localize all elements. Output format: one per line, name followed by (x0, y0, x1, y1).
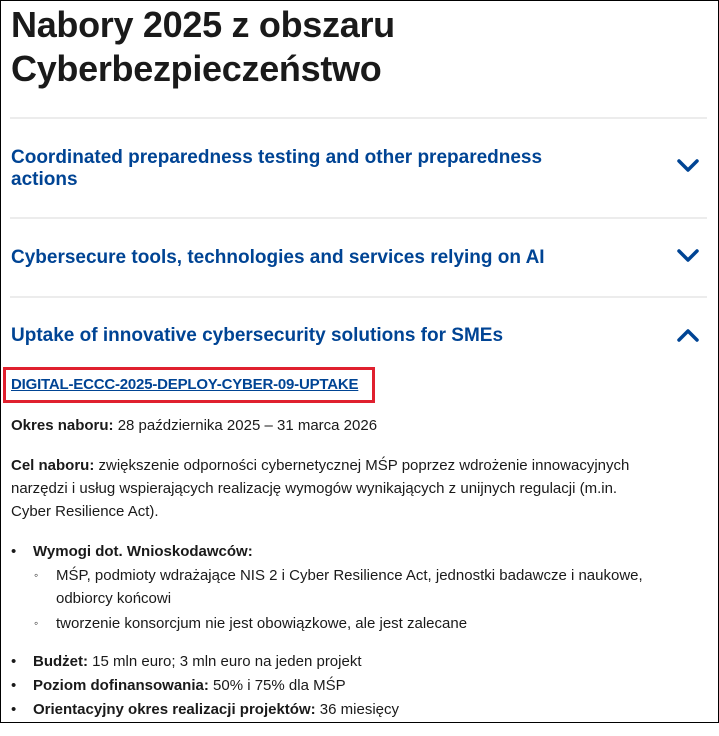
chevron-down-icon[interactable] (677, 159, 699, 173)
accordion-toggle-ai-tools[interactable] (11, 247, 631, 269)
bullet-icon: • (11, 701, 17, 718)
bullet-icon: • (11, 677, 17, 694)
goal-label: Cel naboru: (11, 457, 95, 474)
accordion-title: Uptake of innovative cybersecurity solutions for SMEs (11, 325, 504, 346)
period-label: Okres naboru: (11, 417, 114, 434)
goal-text: narzędzi i usług wspierających realizację wymogów wynikających z unijnych regulacji (m.in. (11, 480, 618, 497)
page-title-line1: Nabory 2025 z obszaru (11, 4, 395, 45)
budget-label: Budżet: (33, 653, 88, 670)
duration-label: Orientacyjny okres realizacji projektów: (33, 701, 316, 718)
requirement-text: MŚP, podmioty wdrażające NIS 2 i Cyber Resilience Act, jednostki badawcze i naukowe, odbiorcy końcowi (56, 567, 643, 607)
funding-value: 50% i 75% dla MŚP (208, 677, 346, 694)
funding-label: Poziom dofinansowania: (33, 677, 209, 694)
duration-value: 36 miesięcy (315, 701, 399, 718)
call-period (11, 414, 711, 437)
page-title-line2: Cyberbezpieczeństwo (11, 48, 382, 89)
requirement-text: tworzenie konsorcjum nie jest obowiązkowe, ale jest zalecane (56, 615, 468, 632)
chevron-down-icon[interactable] (677, 249, 699, 263)
circle-bullet-icon: ◦ (34, 568, 39, 582)
divider (10, 217, 707, 219)
period-value: 28 października 2025 – 31 marca 2026 (113, 417, 378, 434)
chevron-up-icon[interactable] (677, 328, 699, 342)
budget-value: 15 mln euro; 3 mln euro na jeden projekt (88, 653, 362, 670)
divider (10, 296, 707, 298)
bullet-icon: • (11, 653, 17, 670)
requirements-label: Wymogi dot. Wnioskodawców: (33, 543, 253, 560)
page-title (11, 3, 395, 91)
accordion-toggle-sme-uptake[interactable] (11, 325, 631, 347)
accordion-title: Cybersecure tools, technologies and services relying on AI (11, 247, 545, 268)
accordion-toggle-preparedness-testing[interactable] (11, 147, 631, 191)
call-id-link[interactable]: DIGITAL-ECCC-2025-DEPLOY-CYBER-09-UPTAKE (11, 376, 359, 393)
accordion-title-line2: actions (11, 169, 78, 190)
accordion-title-line1: Coordinated preparedness testing and other preparedness (11, 147, 543, 168)
divider (10, 117, 707, 119)
bullet-icon: • (11, 543, 17, 560)
goal-text: Cyber Resilience Act). (11, 503, 159, 520)
goal-text: zwiększenie odporności cybernetycznej MŚP poprzez wdrożenie innowacyjnych (94, 457, 630, 474)
circle-bullet-icon: ◦ (34, 616, 39, 630)
call-goal (11, 454, 711, 523)
